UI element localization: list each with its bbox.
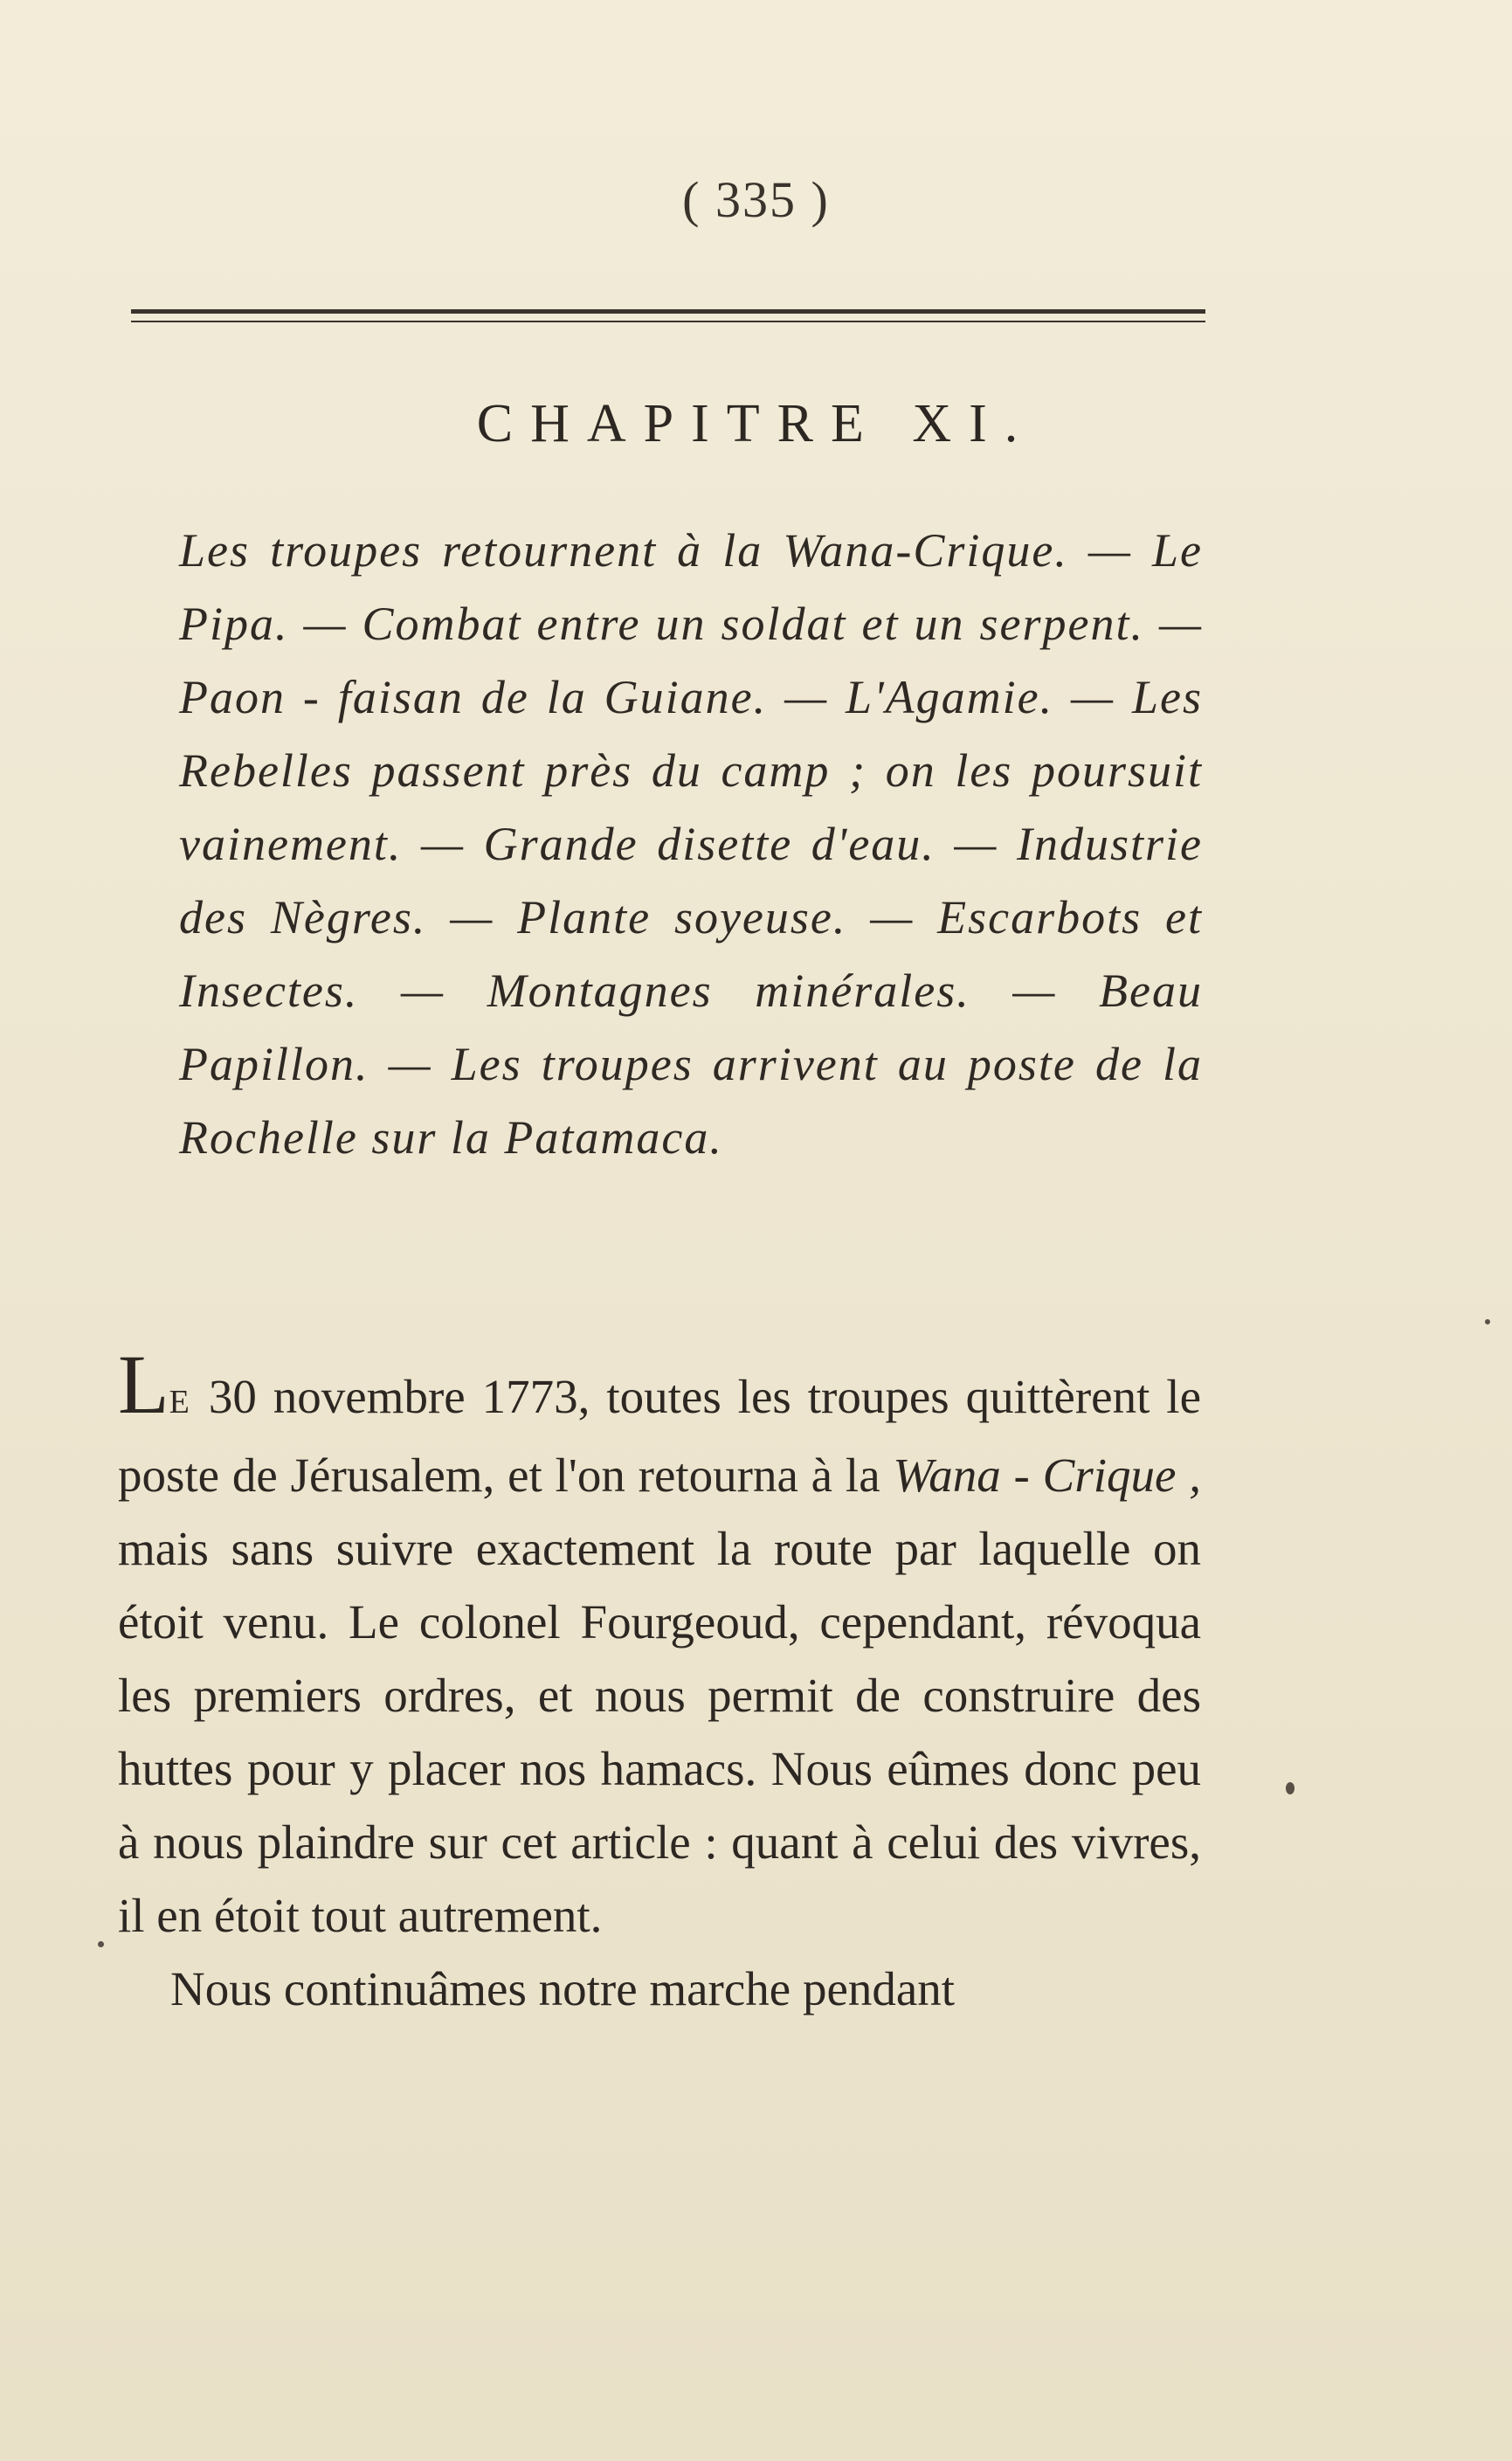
paragraph-1-part-1: 30 novembre 1773, toutes les troupes quittèrent le poste de Jérusalem, et l'on retourna à la: [118, 1370, 1201, 1502]
header-rule-thick: [131, 309, 1205, 314]
page-number: ( 335 ): [682, 171, 830, 228]
header-rule-thin: [131, 321, 1205, 322]
chapter-summary: Les troupes retournent à la Wana-Crique. — Le Pipa. — Combat entre un soldat et un serpent. — Paon - faisan de la Guiane. — L'Agamie. — Les Rebelles passent près du camp ; on les poursuit vainement. — Grande disette d'eau. — Industrie des Nègres. — Plante soyeuse. — Escarbots et Insectes. — Montagnes minérales. — Beau Papillon. — Les troupes arrivent au poste de la Rochelle sur la Patamaca.: [179, 524, 1203, 1164]
ink-speck: [1485, 1319, 1490, 1324]
ink-speck: [98, 1941, 104, 1947]
paragraph-1: [118, 1338, 1201, 1953]
paragraph-2: Nous continuâmes notre marche pendant: [170, 1962, 956, 2015]
drop-cap: L: [118, 1338, 169, 1431]
ink-speck: [1286, 1782, 1295, 1794]
body-text: [118, 1338, 1201, 2026]
small-caps: E: [169, 1384, 192, 1421]
place-name: Wana - Crique ,: [893, 1448, 1201, 1502]
paragraph-1-part-2: mais sans suivre exactement la route par laquelle on étoit venu. Le colonel Fourgeoud, cependant, révoqua les premiers ordres, et nous permit de construire des huttes pour y placer nos hamacs. Nous eûmes donc peu à nous plaindre sur cet article : quant à celui des vivres, il en étoit tout autrement.: [118, 1522, 1201, 1942]
chapter-title: CHAPITRE XI.: [476, 394, 1036, 453]
